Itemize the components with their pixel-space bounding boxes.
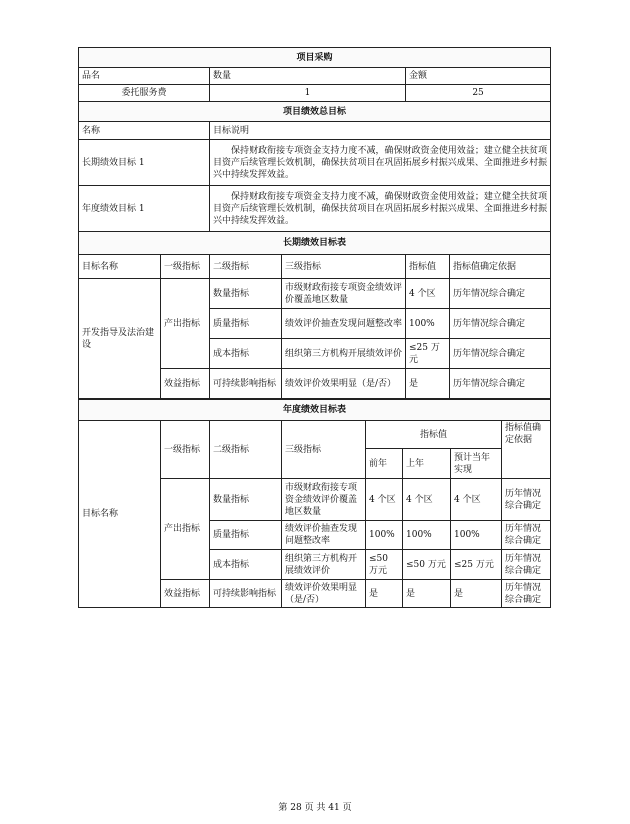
procurement-header-name: 品名: [79, 68, 210, 85]
long-row-l2: 质量指标: [210, 309, 282, 339]
long-header-l1: 一级指标: [161, 255, 210, 279]
annual-table: [78, 399, 551, 608]
long-row-value: ≤25 万元: [406, 339, 450, 369]
annual-row-prev: 是: [366, 580, 403, 608]
annual-header-l1: 一级指标: [161, 421, 210, 479]
annual-header-l3: 三级指标: [282, 421, 366, 479]
annual-row-basis: 历年情况综合确定: [502, 479, 551, 521]
long-l1-output: 产出指标: [161, 279, 210, 369]
annual-header-value: 指标值: [366, 421, 502, 449]
long-header-target: 目标名称: [79, 255, 161, 279]
annual-header-prev: 前年: [366, 449, 403, 479]
annual-row-l2: 可持续影响指标: [210, 580, 282, 608]
goals-header-desc: 目标说明: [210, 122, 551, 140]
annual-row-basis: 历年情况综合确定: [502, 521, 551, 550]
long-header-l2: 二级指标: [210, 255, 282, 279]
long-row-l2: 数量指标: [210, 279, 282, 309]
annual-row-expected: 是: [451, 580, 502, 608]
page-number-footer: 第 28 页 共 41 页: [278, 803, 352, 813]
long-row-l2: 成本指标: [210, 339, 282, 369]
annual-row-l2: 成本指标: [210, 550, 282, 580]
long-row-basis: 历年情况综合确定: [450, 369, 551, 399]
annual-l1-benefit: 效益指标: [161, 580, 210, 608]
annual-row-last: 4 个区: [403, 479, 451, 521]
procurement-title: 项目采购: [79, 48, 551, 68]
long-row-basis: 历年情况综合确定: [450, 339, 551, 369]
annual-l1-output: 产出指标: [161, 479, 210, 580]
long-row-l3: 组织第三方机构开展绩效评价: [282, 339, 406, 369]
goals-title: 项目绩效总目标: [79, 102, 551, 122]
annual-header-last: 上年: [403, 449, 451, 479]
annual-row-l3: 组织第三方机构开展绩效评价: [282, 550, 366, 580]
annual-row-basis: 历年情况综合确定: [502, 580, 551, 608]
annual-row-prev: 4 个区: [366, 479, 403, 521]
procurement-item: 委托服务费: [79, 85, 210, 102]
annual-row-l3: 绩效评价抽查发现问题整改率: [282, 521, 366, 550]
annual-row-l3: 市级财政衔接专项资金绩效评价覆盖地区数量: [282, 479, 366, 521]
annual-row-expected: 4 个区: [451, 479, 502, 521]
procurement-amount: 25: [406, 85, 551, 102]
annual-row-expected: ≤25 万元: [451, 550, 502, 580]
annual-row-last: 100%: [403, 521, 451, 550]
long-header-basis: 指标值确定依据: [450, 255, 551, 279]
long-target-name: 开发指导及法治建设: [79, 279, 161, 399]
long-header-value: 指标值: [406, 255, 450, 279]
long-term-goal-label: 长期绩效目标 1: [79, 140, 210, 186]
long-row-l3: 绩效评价效果明显（是/否）: [282, 369, 406, 399]
procurement-header-amount: 金额: [406, 68, 551, 85]
long-l1-benefit: 效益指标: [161, 369, 210, 399]
long-row-value: 4 个区: [406, 279, 450, 309]
main-table: [78, 47, 551, 399]
annual-row-prev: ≤50 万元: [366, 550, 403, 580]
long-row-l3: 市级财政衔接专项资金绩效评价覆盖地区数量: [282, 279, 406, 309]
long-row-basis: 历年情况综合确定: [450, 279, 551, 309]
annual-row-basis: 历年情况综合确定: [502, 550, 551, 580]
long-row-value: 100%: [406, 309, 450, 339]
long-table-title: 长期绩效目标表: [79, 232, 551, 255]
annual-goal-label: 年度绩效目标 1: [79, 186, 210, 232]
annual-header-l2: 二级指标: [210, 421, 282, 479]
annual-target-name: 目标名称: [79, 421, 161, 608]
annual-header-expected: 预计当年实现: [451, 449, 502, 479]
annual-row-prev: 100%: [366, 521, 403, 550]
annual-row-l3: 绩效评价效果明显（是/否）: [282, 580, 366, 608]
long-header-l3: 三级指标: [282, 255, 406, 279]
long-term-goal-text: 保持财政衔接专项资金支持力度不减，确保财政资金使用效益；建立健全扶贫项目资产后续管理长效机制，确保扶贫项目在巩固拓展乡村振兴成果、全面推进乡村振兴中持续发挥效益。: [210, 140, 551, 186]
long-row-value: 是: [406, 369, 450, 399]
annual-row-last: 是: [403, 580, 451, 608]
procurement-header-qty: 数量: [210, 68, 406, 85]
annual-goal-text: 保持财政衔接专项资金支持力度不减，确保财政资金使用效益；建立健全扶贫项目资产后续管理长效机制，确保扶贫项目在巩固拓展乡村振兴成果、全面推进乡村振兴中持续发挥效益。: [210, 186, 551, 232]
annual-row-last: ≤50 万元: [403, 550, 451, 580]
annual-header-basis: 指标值确定依据: [502, 421, 551, 479]
procurement-qty: 1: [210, 85, 406, 102]
long-row-basis: 历年情况综合确定: [450, 309, 551, 339]
annual-row-expected: 100%: [451, 521, 502, 550]
annual-row-l2: 质量指标: [210, 521, 282, 550]
annual-row-l2: 数量指标: [210, 479, 282, 521]
long-row-l2: 可持续影响指标: [210, 369, 282, 399]
goals-header-name: 名称: [79, 122, 210, 140]
long-row-l3: 绩效评价抽查发现问题整改率: [282, 309, 406, 339]
annual-table-title: 年度绩效目标表: [79, 400, 551, 421]
